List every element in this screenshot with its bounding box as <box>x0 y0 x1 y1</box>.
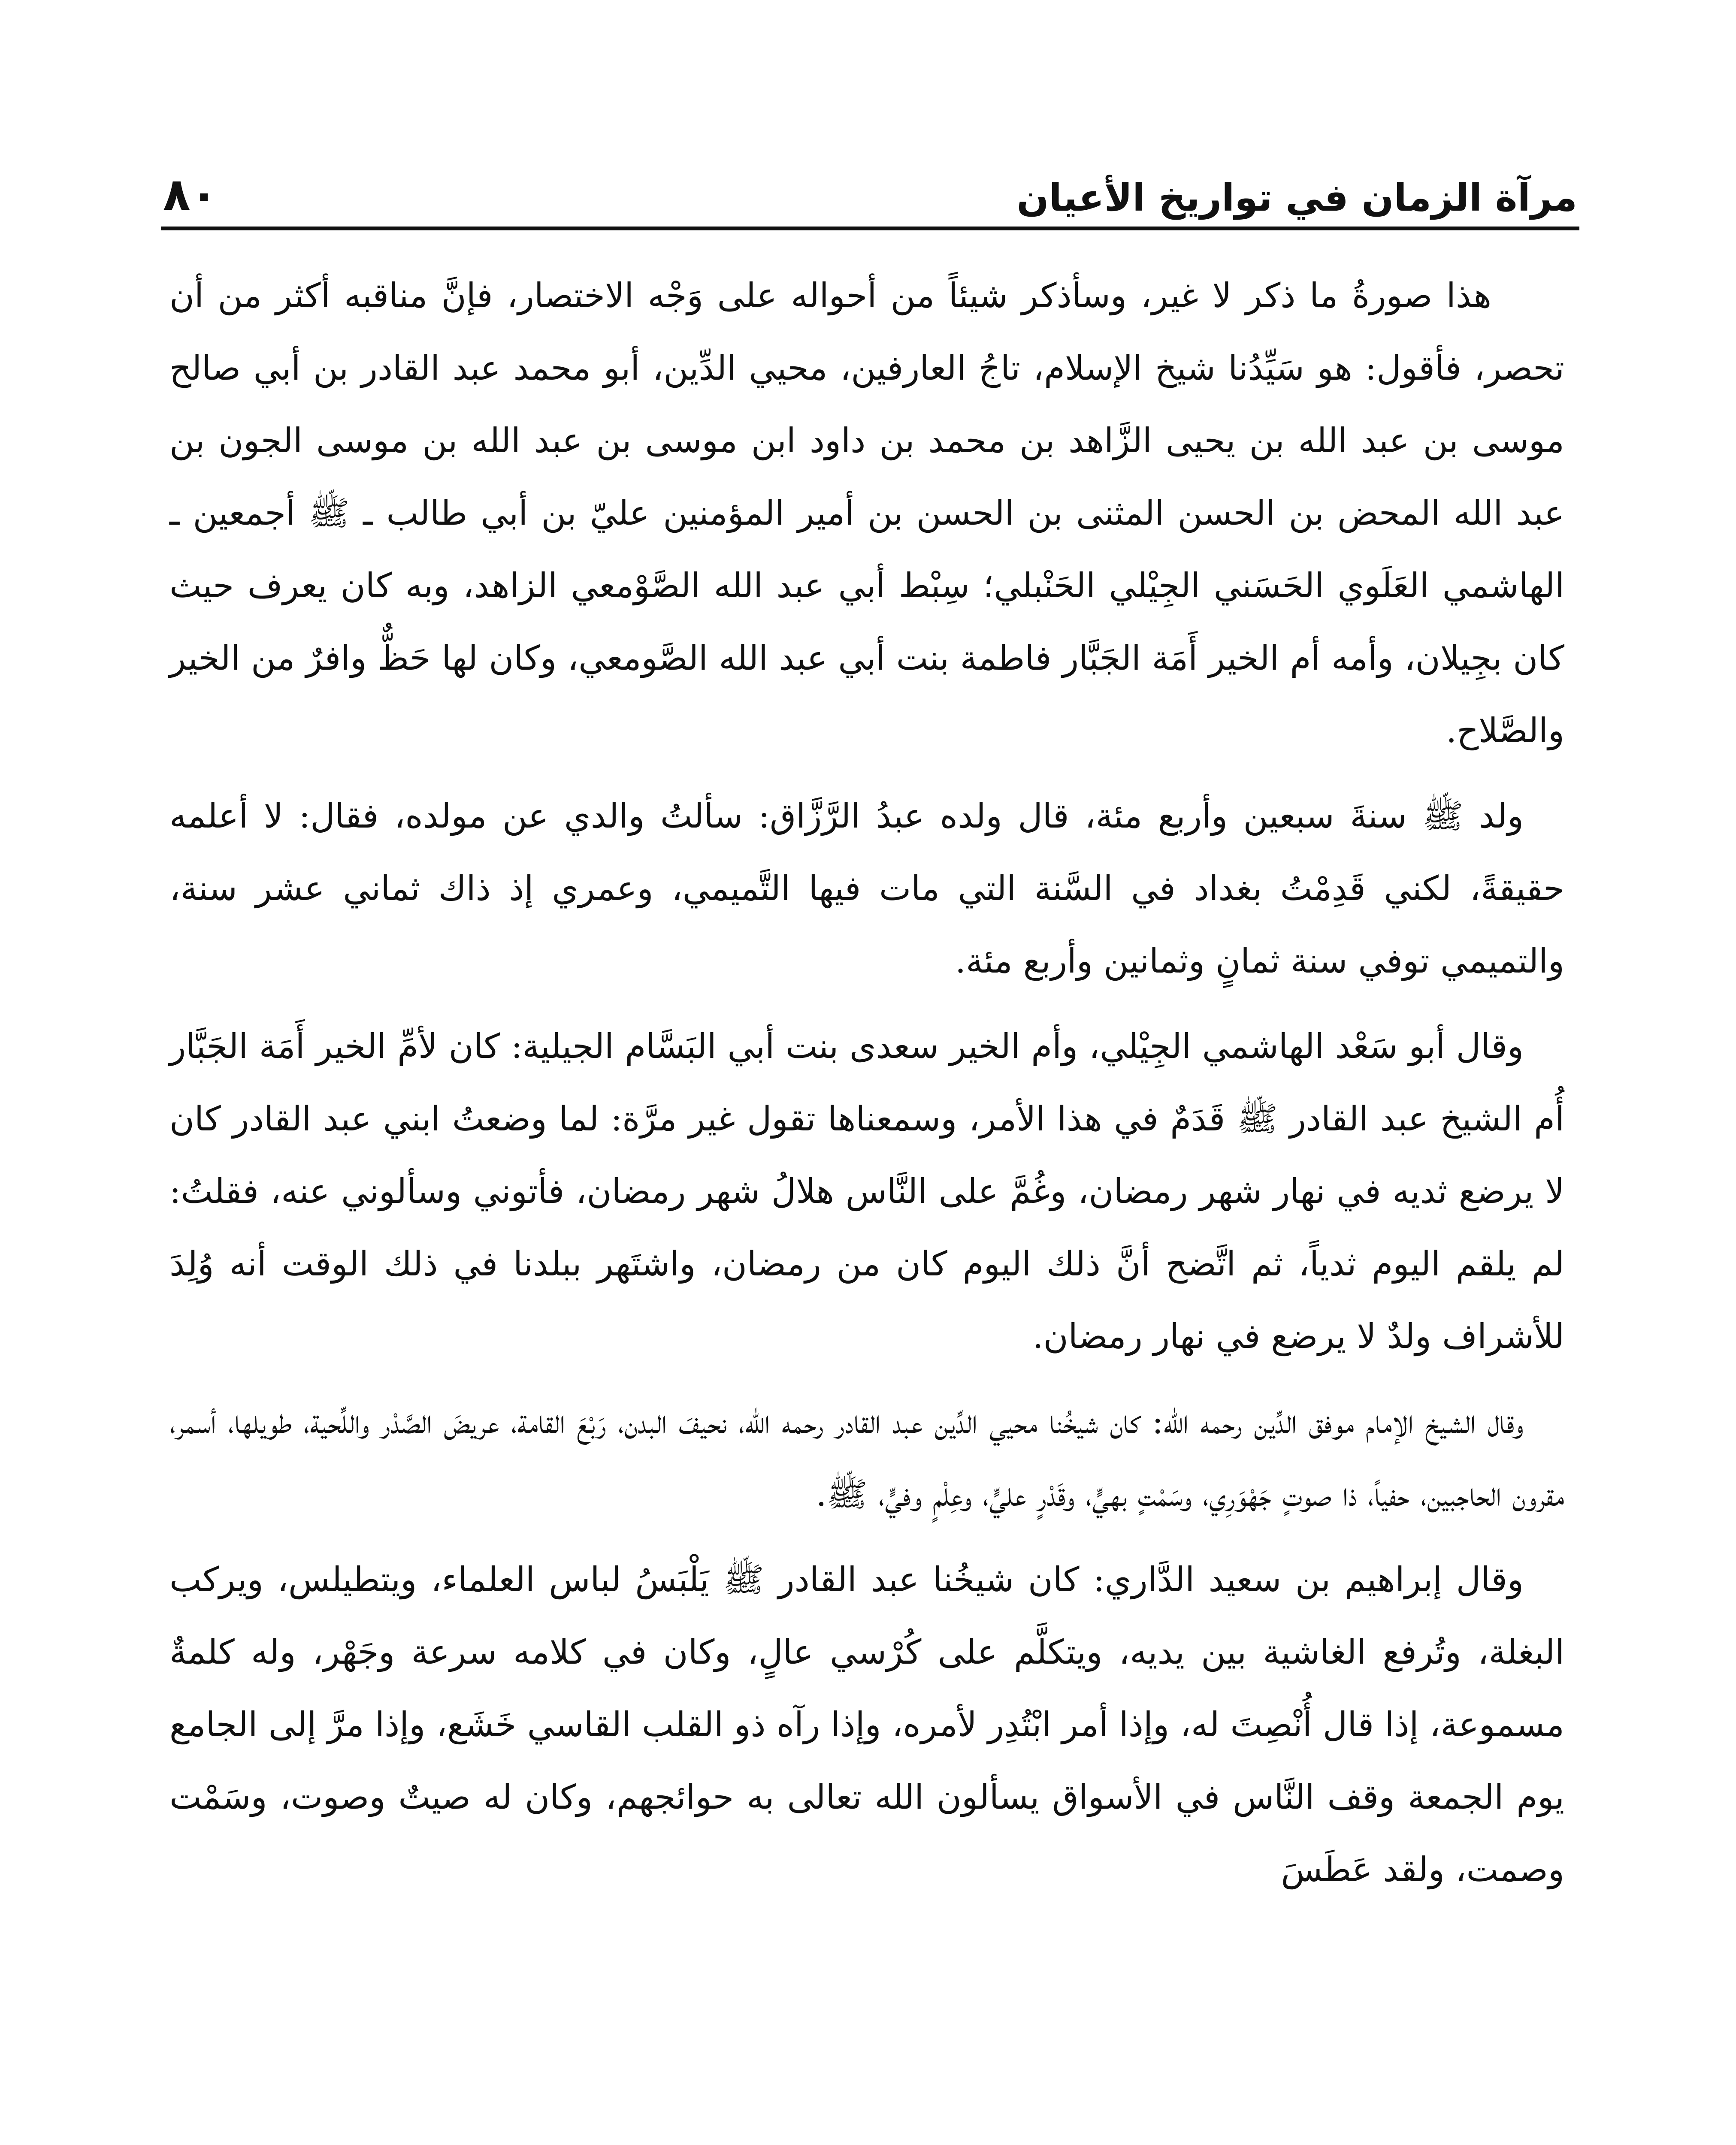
paragraph-4: وقال الشيخ الإمام موفق الدِّين رحمه الله: كان شيخُنا محيي الدِّين عبد القادر رحمه الله، نحيفَ البدن، رَبْعَ القامة، عريضَ الصَّدْر واللِّحية، طويلها، أسمر، مقرون الحاجبين، حفياً، ذا صوتٍ جَهْوَرِي، وسَمْتٍ بهيٍّ، وقَدْرٍ عليٍّ، وعِلْمٍ وفيٍّ، ﷺ. <box>169 1402 1564 1514</box>
paragraph-5: وقال إبراهيم بن سعيد الدَّاري: كان شيخُنا عبد القادر ﷺ يَلْبَسُ لباس العلماء، ويتطيلس، ويركب البغلة، وتُرفع الغاشية بين يديه، ويتكلَّم على كُرْسي عالٍ، وكان في كلامه سرعة وجَهْر، وله كلمةٌ مسموعة، إذا قال أُنْصِتَ له، وإذا أمر ابْتُدِر لأمره، وإذا رآه ذو القلب القاسي خَشَع، وإذا مرَّ إلى الجامع يوم الجمعة وقف النَّاس في الأسواق يسألون الله تعالى به حوائجهم، وكان له صيتٌ وصوت، وسَمْت وصمت، ولقد عَطَسَ <box>169 1560 1565 1889</box>
running-title: مرآة الزمان في تواريخ الأعيان <box>1016 175 1577 220</box>
page-header <box>163 152 1577 221</box>
paragraph-2: ولد ﷺ سنةَ سبعين وأربع مئة، قال ولده عبدُ الرَّزَّاق: سألتُ والدي عن مولده، فقال: لا أعلمه حقيقةً، لكني قَدِمْتُ بغداد في السَّنة التي مات فيها التَّميمي، وعمري إذ ذاك ثماني عشر سنة، والتميمي توفي سنة ثمانٍ وثمانين وأربع مئة. <box>169 796 1564 981</box>
body-text <box>169 260 1564 1919</box>
header-rule <box>161 227 1579 230</box>
paragraph-1: هذا صورةُ ما ذكر لا غير، وسأذكر شيئاً من أحواله على وَجْه الاختصار، فإنَّ مناقبه أكثر من أن تحصر، فأقول: هو سَيِّدُنا شيخ الإسلام، تاجُ العارفين، محيي الدِّين، أبو محمد عبد القادر بن أبي صالح موسى بن عبد الله بن يحيى الزَّاهد بن محمد بن داود ابن موسى بن عبد الله بن موسى الجون بن عبد الله المحض بن الحسن المثنى بن الحسن بن أمير المؤمنين عليّ بن أبي طالب ـ ﷺ أجمعين ـ الهاشمي العَلَوي الحَسَني الجِيْلي الحَنْبلي؛ سِبْط أبي عبد الله الصَّوْمعي الزاهد، وبه كان يعرف حيث كان بجِيلان، وأمه أم الخير أَمَة الجَبَّار فاطمة بنت أبي عبد الله الصَّومعي، وكان لها حَظٌّ وافرٌ من الخير والصَّلاح. <box>169 276 1564 750</box>
page-number: ٨٠ <box>163 168 218 221</box>
paragraph-3: وقال أبو سَعْد الهاشمي الجِيْلي، وأم الخير سعدى بنت أبي البَسَّام الجيلية: كان لأمِّ الخير أَمَة الجَبَّار أُم الشيخ عبد القادر ﷺ قَدَمٌ في هذا الأمر، وسمعناها تقول غير مرَّة: لما وضعتُ ابني عبد القادر كان لا يرضع ثديه في نهار شهر رمضان، وغُمَّ على النَّاس هلالُ شهر رمضان، فأتوني وسألوني عنه، فقلتُ: لم يلقم اليوم ثدياً، ثم اتَّضح أنَّ ذلك اليوم كان من رمضان، واشتَهر ببلدنا في ذلك الوقت أنه وُلِدَ للأشراف ولدٌ لا يرضع في نهار رمضان. <box>169 1027 1564 1356</box>
